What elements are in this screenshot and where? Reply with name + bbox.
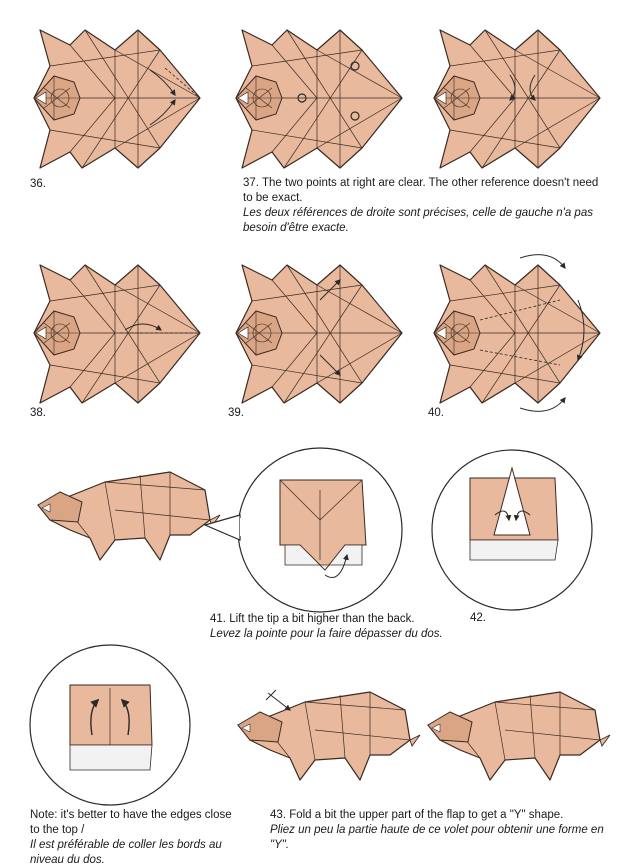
note-detail-circle (30, 645, 190, 805)
step-39-number: 39. (228, 407, 244, 419)
note-english: Note: it's better to have the edges close to the top / (30, 809, 232, 836)
step-43a-hippo-figure (238, 690, 420, 780)
step-37a-figure (236, 30, 402, 168)
step-41-caption (210, 612, 470, 642)
step-37-english: The two points at right are clear. The other reference doesn't need to be exact. (243, 177, 599, 204)
note-caption (30, 808, 235, 868)
step-43b-hippo-figure (428, 692, 610, 780)
step-43-caption (270, 808, 610, 853)
step-43-number: 43. (270, 809, 286, 821)
step-41-french: Levez la pointe pour la faire dépasser du dos. (210, 628, 443, 640)
step-40-number: 40. (428, 407, 444, 419)
step-36-number: 36. (30, 178, 46, 190)
turn-over-arrow-icon (520, 255, 565, 268)
step-37-number: 37. (243, 177, 259, 189)
note-french: Il est préférable de coller les bords au niveau du dos. (30, 839, 222, 866)
step-36-figure (34, 30, 200, 168)
step-41-english: Lift the tip a bit higher than the back. (229, 613, 415, 625)
step-43-french: Pliez un peu la partie haute de ce volet pour obtenir une forme en "Y". (270, 824, 604, 851)
step-41-number: 41. (210, 613, 226, 625)
step-40-figure (434, 255, 600, 412)
step-42-number: 42. (470, 612, 486, 624)
step-42-detail-circle (432, 450, 592, 610)
step-43-english: Fold a bit the upper part of the flap to get a "Y" shape. (289, 809, 564, 821)
step-38-number: 38. (30, 407, 46, 419)
step-37b-figure (434, 30, 600, 168)
step-41-hippo-figure (38, 472, 220, 560)
step-39-figure (236, 265, 402, 403)
step-37-caption (243, 176, 603, 236)
turn-over-arrow-icon (520, 398, 565, 411)
step-38-figure (34, 265, 200, 403)
step-37-french: Les deux références de droite sont précises, celle de gauche n'a pas besoin d'être exacte. (243, 207, 593, 234)
step-41-detail-circle (205, 448, 402, 612)
